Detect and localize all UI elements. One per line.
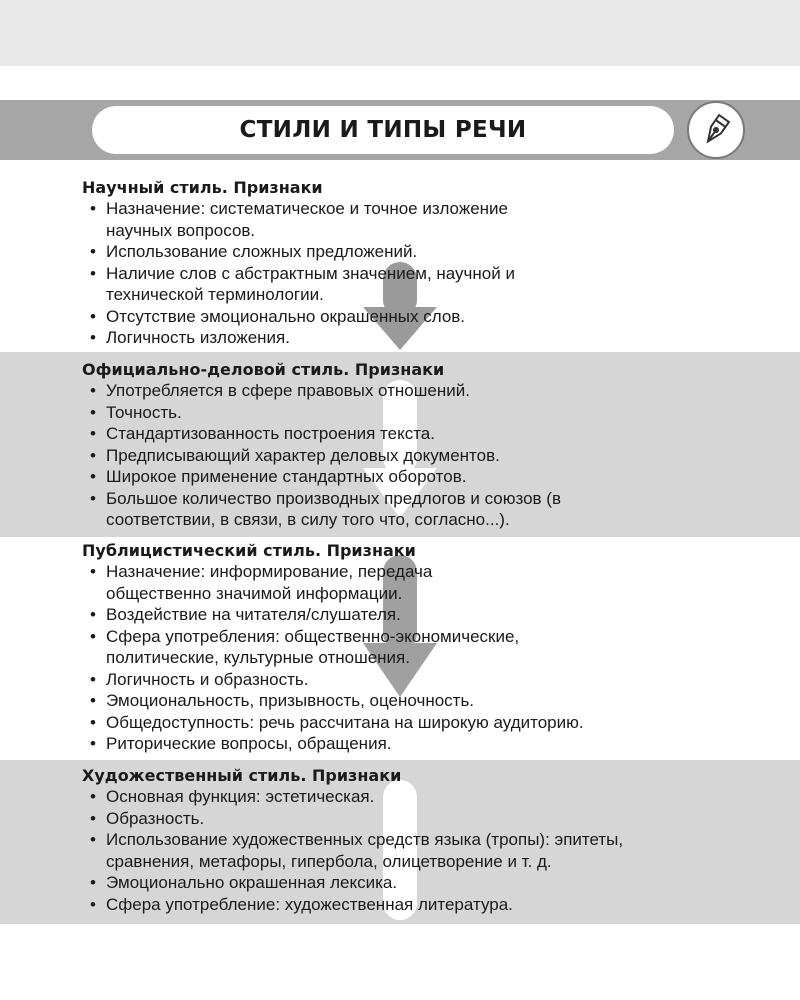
top-band: [0, 0, 800, 66]
section-official: [82, 359, 782, 531]
bullet-list: [82, 786, 782, 915]
list-item: • Эмоционально окрашенная лексика.: [90, 872, 782, 894]
list-item: • Большое количество производных предлогов и союзов (в соответствии, в связи, в силу того что, согласно...).: [90, 488, 636, 531]
section-artistic: [82, 765, 782, 915]
list-item: • Использование художественных средств языка (тропы): эпитеты, сравнения, метафоры, гипербола, олицетворение и т. д.: [90, 829, 706, 872]
list-item: • Сфера употребление: художественная литература.: [90, 894, 782, 916]
list-item: • Отсутствие эмоционально окрашенных слов.: [90, 306, 782, 328]
list-item: • Стандартизованность построения текста.: [90, 423, 782, 445]
list-item: • Употребляется в сфере правовых отношений.: [90, 380, 782, 402]
list-item: • Точность.: [90, 402, 782, 424]
bullet-list: [82, 198, 782, 349]
list-item: • Использование сложных предложений.: [90, 241, 782, 263]
bullet-list: [82, 561, 782, 755]
pen-nib-icon: [696, 110, 736, 150]
list-item: • Логичность изложения.: [90, 327, 782, 349]
list-item: • Назначение: систематическое и точное изложение научных вопросов.: [90, 198, 576, 241]
title-pill: [92, 106, 674, 154]
list-item: • Сфера употребления: общественно-экономические, политические, культурные отношения.: [90, 626, 606, 669]
list-item: • Общедоступность: речь рассчитана на широкую аудиторию.: [90, 712, 782, 734]
section-heading: Научный стиль. Признаки: [82, 178, 323, 197]
section-scientific: [82, 177, 782, 349]
list-item: • Широкое применение стандартных оборотов.: [90, 466, 782, 488]
list-item: • Основная функция: эстетическая.: [90, 786, 782, 808]
section-journalistic: [82, 540, 782, 755]
list-item: • Предписывающий характер деловых документов.: [90, 445, 782, 467]
list-item: • Логичность и образность.: [90, 669, 782, 691]
list-item: • Наличие слов с абстрактным значением, научной и технической терминологии.: [90, 263, 576, 306]
list-item: • Воздействие на читателя/слушателя.: [90, 604, 782, 626]
section-heading: Публицистический стиль. Признаки: [82, 541, 416, 560]
list-item: • Назначение: информирование, передача общественно значимой информации.: [90, 561, 506, 604]
list-item: • Образность.: [90, 808, 782, 830]
section-heading: Художественный стиль. Признаки: [82, 766, 402, 785]
page-title: СТИЛИ И ТИПЫ РЕЧИ: [239, 117, 527, 143]
list-item: • Эмоциональность, призывность, оценочность.: [90, 690, 782, 712]
section-heading: Официально-деловой стиль. Признаки: [82, 360, 445, 379]
title-badge: [687, 101, 745, 159]
bullet-list: [82, 380, 782, 531]
list-item: • Риторические вопросы, обращения.: [90, 733, 782, 755]
